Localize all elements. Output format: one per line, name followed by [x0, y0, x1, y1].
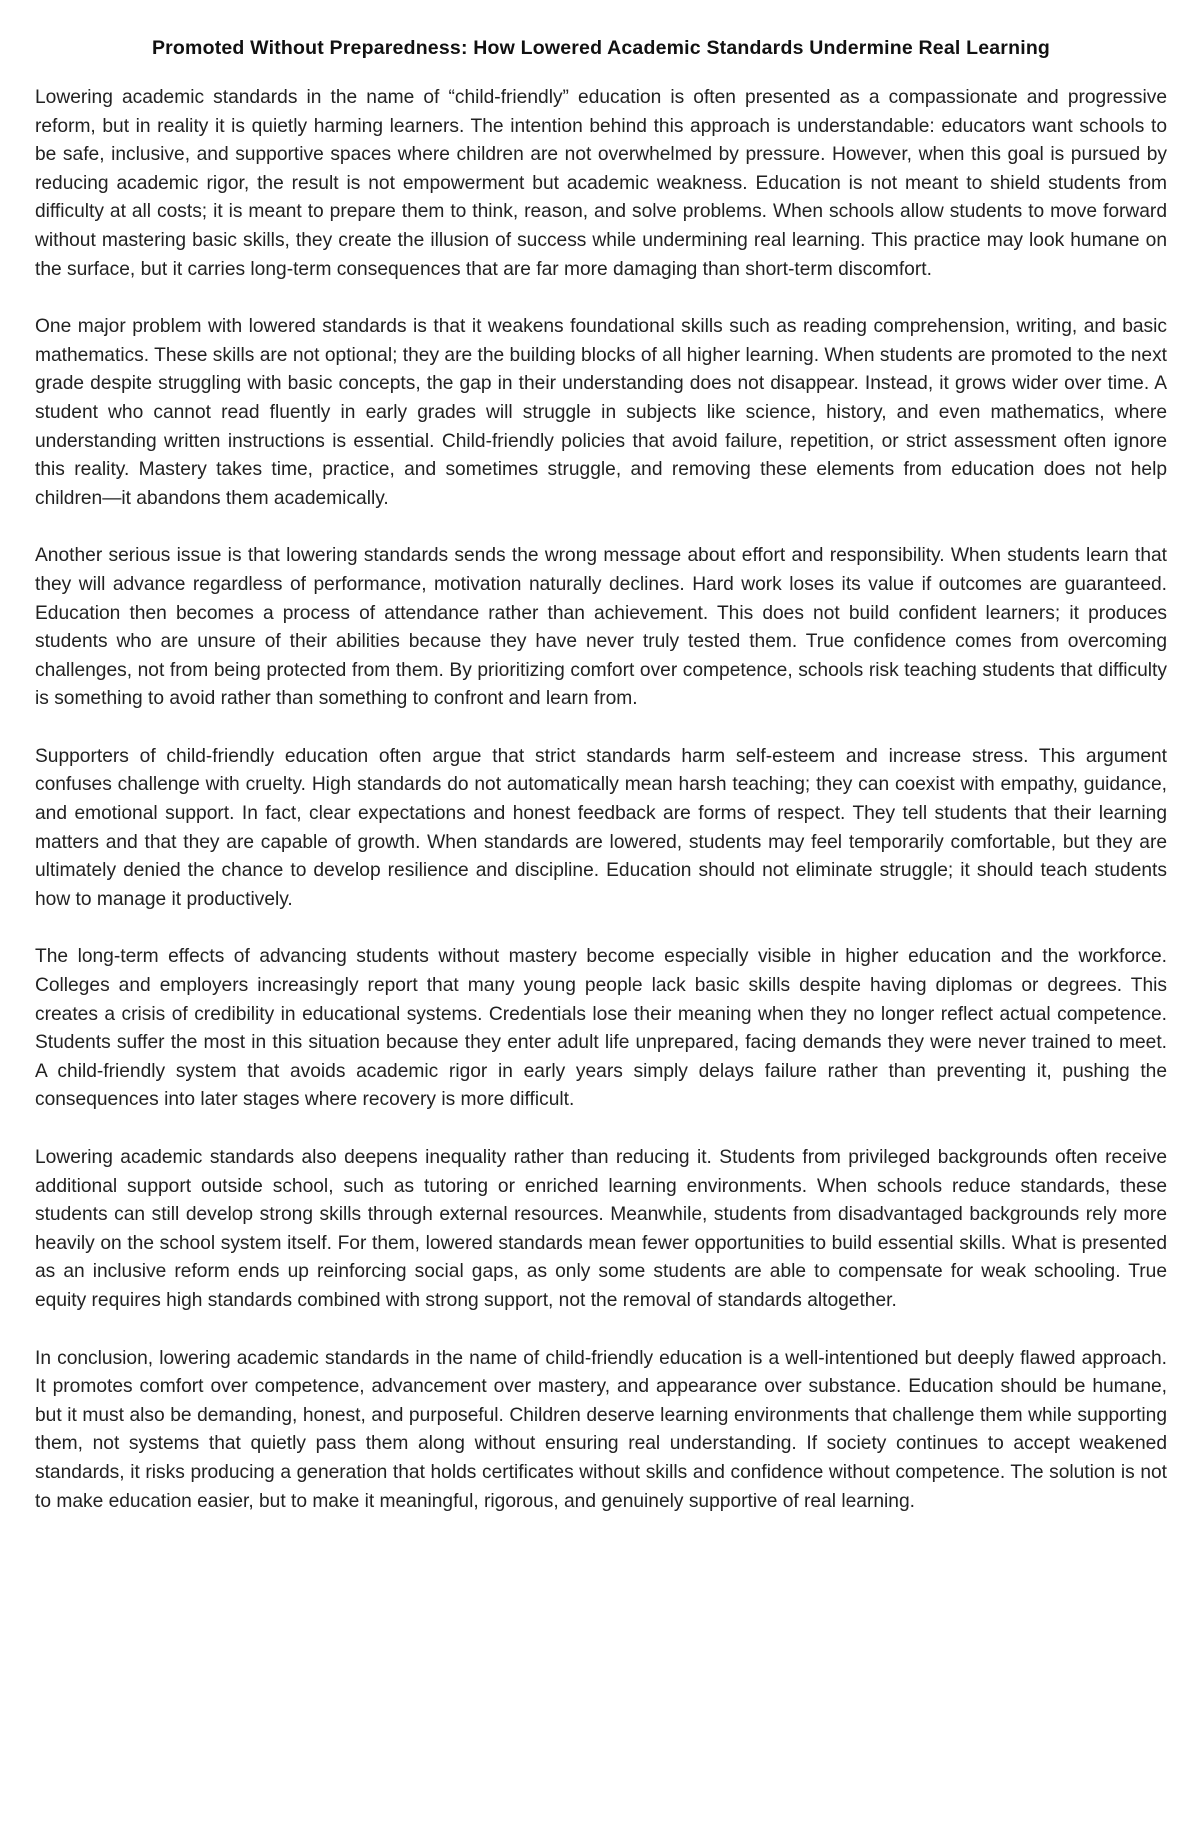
paragraph-2: One major problem with lowered standards is that it weakens foundational skills such as reading comprehension, writing, and basic mathematics. These skills are not optional; they are the building blocks of all higher learning. When students are promoted to the next grade despite struggling with basic concepts, the gap in their understanding does not disappear. Instead, it grows wider over time. A student who cannot read fluently in early grades will struggle in subjects like science, history, and even mathematics, where understanding written instructions is essential. Child-friendly policies that avoid failure, repetition, or strict assessment often ignore this reality. Mastery takes time, practice, and sometimes struggle, and removing these elements from education does not help children—it abandons them academically. — [35, 316, 1167, 509]
document-body — [35, 84, 1167, 1516]
paragraph-7: In conclusion, lowering academic standards in the name of child-friendly education is a well-intentioned but deeply flawed approach. It promotes comfort over competence, advancement over mastery, and appearance over substance. Education should be humane, but it must also be demanding, honest, and purposeful. Children deserve learning environments that challenge them while supporting them, not systems that quietly pass them along without ensuring real understanding. If society continues to accept weakened standards, it risks producing a generation that holds certificates without skills and confidence without competence. The solution is not to make education easier, but to make it meaningful, rigorous, and genuinely supportive of real learning. — [35, 1347, 1167, 1512]
paragraph-1: Lowering academic standards in the name of “child-friendly” education is often presented as a compassionate and progressive reform, but in reality it is quietly harming learners. The intention behind this approach is understandable: educators want schools to be safe, inclusive, and supportive spaces where children are not overwhelmed by pressure. However, when this goal is pursued by reducing academic rigor, the result is not empowerment but academic weakness. Education is not meant to shield students from difficulty at all costs; it is meant to prepare them to think, reason, and solve problems. When schools allow students to move forward without mastering basic skills, they create the illusion of success while undermining real learning. This practice may look humane on the surface, but it carries long-term consequences that are far more damaging than short-term discomfort. — [35, 87, 1167, 280]
paragraph-3: Another serious issue is that lowering standards sends the wrong message about effort and responsibility. When students learn that they will advance regardless of performance, motivation naturally declines. Hard work loses its value if outcomes are guaranteed. Education then becomes a process of attendance rather than achievement. This does not build confident learners; it produces students who are unsure of their abilities because they have never truly tested them. True confidence comes from overcoming challenges, not from being protected from them. By prioritizing comfort over competence, schools risk teaching students that difficulty is something to avoid rather than something to confront and learn from. — [35, 545, 1167, 710]
paragraph-6: Lowering academic standards also deepens inequality rather than reducing it. Students from privileged backgrounds often receive additional support outside school, such as tutoring or enriched learning environments. When schools reduce standards, these students can still develop strong skills through external resources. Meanwhile, students from disadvantaged backgrounds rely more heavily on the school system itself. For them, lowered standards mean fewer opportunities to build essential skills. What is presented as an inclusive reform ends up reinforcing social gaps, as only some students are able to compensate for weak schooling. True equity requires high standards combined with strong support, not the removal of standards altogether. — [35, 1147, 1167, 1311]
paragraph-5: The long-term effects of advancing students without mastery become especially visible in higher education and the workforce. Colleges and employers increasingly report that many young people lack basic skills despite having diplomas or degrees. This creates a crisis of credibility in educational systems. Credentials lose their meaning when they no longer reflect actual competence. Students suffer the most in this situation because they enter adult life unprepared, facing demands they were never trained to meet. A child-friendly system that avoids academic rigor in early years simply delays failure rather than preventing it, pushing the consequences into later stages where recovery is more difficult. — [35, 946, 1167, 1111]
paragraph-4: Supporters of child-friendly education often argue that strict standards harm self-esteem and increase stress. This argument confuses challenge with cruelty. High standards do not automatically mean harsh teaching; they can coexist with empathy, guidance, and emotional support. In fact, clear expectations and honest feedback are forms of respect. They tell students that their learning matters and that they are capable of growth. When standards are lowered, students may feel temporarily comfortable, but they are ultimately denied the chance to develop resilience and discipline. Education should not eliminate struggle; it should teach students how to manage it productively. — [35, 745, 1167, 910]
document-title: Promoted Without Preparedness: How Lowered Academic Standards Undermine Real Learning — [151, 37, 1051, 59]
